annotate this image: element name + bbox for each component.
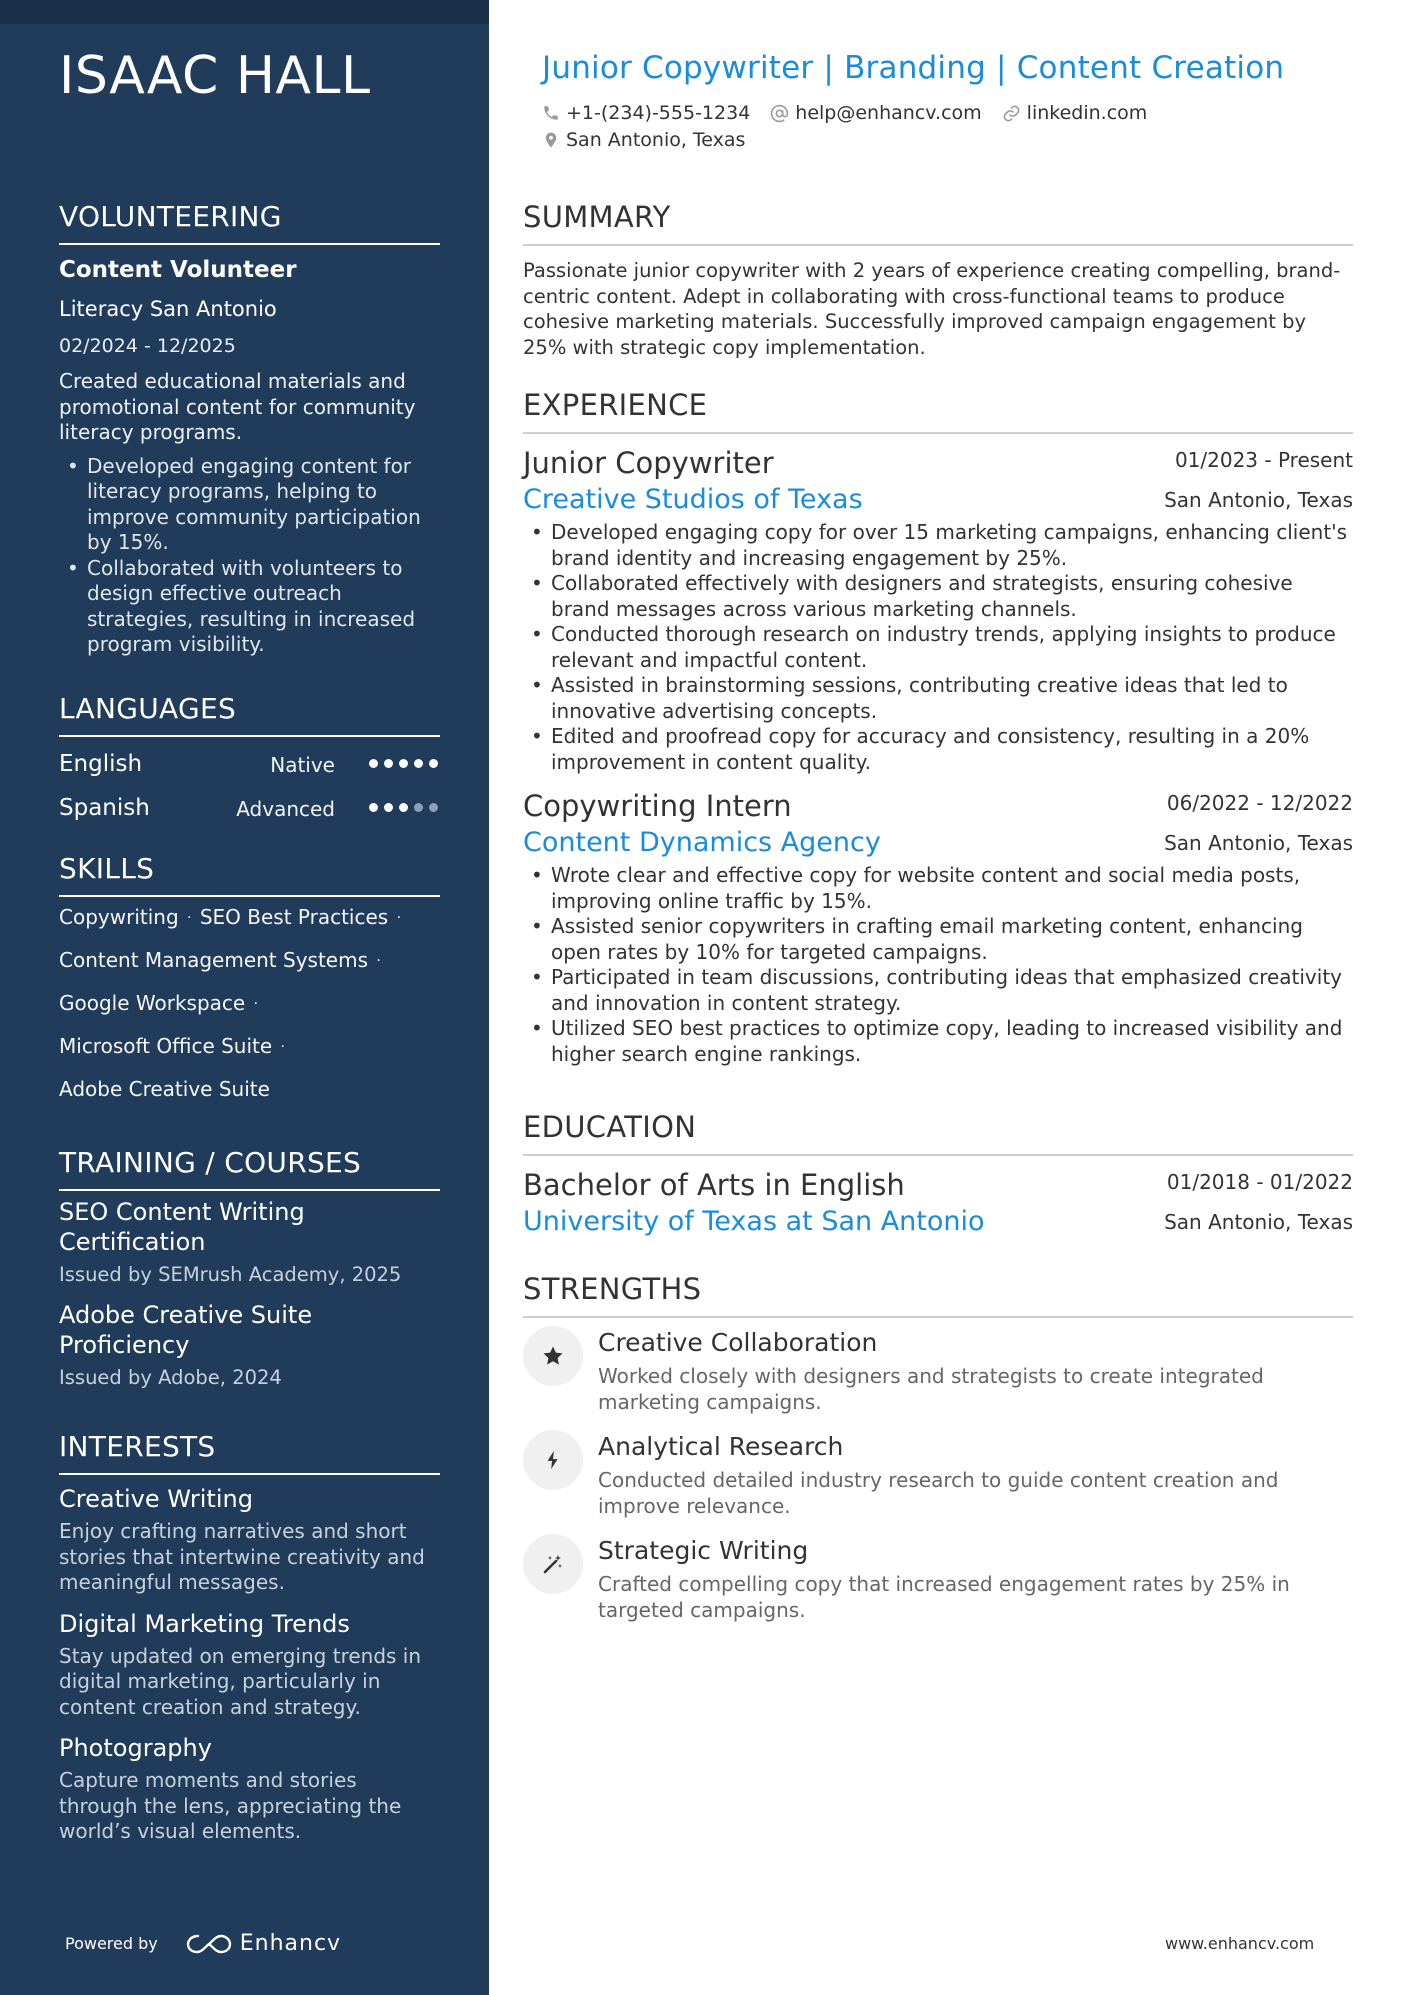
skill-item: Copywriting (59, 905, 179, 929)
degree: Bachelor of Arts in English (523, 1168, 905, 1202)
job-location: San Antonio, Texas (1164, 831, 1353, 855)
job-entry (523, 785, 1353, 1067)
link-icon (1002, 104, 1021, 123)
volunteering-section (59, 200, 440, 658)
job-title: Junior Copywriter (523, 446, 774, 480)
strength-description: Worked closely with designers and strategists to create integrated marketing campaigns. (598, 1364, 1264, 1414)
enhancv-brand[interactable] (186, 1931, 341, 1956)
job-bullets (523, 520, 1353, 775)
location-pin-icon (542, 130, 560, 150)
languages-section (59, 692, 440, 831)
strength-description: Crafted compelling copy that increased engagement rates by 25% in targeted campaigns. (598, 1572, 1290, 1622)
language-name: Spanish (59, 795, 150, 821)
location-text: San Antonio, Texas (566, 129, 746, 151)
interest-title: Digital Marketing Trends (59, 1609, 350, 1638)
contact-linkedin[interactable] (1002, 102, 1148, 124)
language-row-english (59, 743, 440, 787)
job-company: Creative Studios of Texas (523, 484, 863, 515)
contact-location (542, 129, 745, 151)
education-heading: EDUCATION (523, 1110, 1353, 1156)
job-location: San Antonio, Texas (1164, 488, 1353, 512)
rating-dot-filled (429, 759, 438, 768)
email-text: help@enhancv.com (795, 102, 982, 124)
contact-row (542, 127, 1167, 153)
job-dates: 06/2022 - 12/2022 (1166, 791, 1353, 815)
summary-heading: SUMMARY (523, 200, 1353, 246)
volunteer-bullet: • Collaborated with volunteers to design effective outreach strategies, resulting in increased program visibility. (59, 556, 440, 658)
education-section (523, 1110, 1353, 1242)
volunteering-heading: VOLUNTEERING (59, 200, 440, 245)
rating-dot-empty (429, 803, 438, 812)
skills-line (59, 1077, 440, 1102)
rating-dot-filled (369, 803, 378, 812)
education-dates: 01/2018 - 01/2022 (1166, 1170, 1353, 1194)
skills-line (59, 1034, 440, 1060)
language-rating-dots (369, 803, 438, 812)
powered-by-label: Powered by (65, 1934, 158, 1953)
skill-item: Content Management Systems (59, 948, 369, 972)
volunteer-dates: 02/2024 - 12/2025 (59, 335, 236, 357)
skills-line (59, 948, 440, 974)
skills-section (59, 852, 440, 1102)
skill-item: Adobe Creative Suite (59, 1077, 270, 1101)
strengths-heading: STRENGTHS (523, 1272, 1353, 1318)
language-row-spanish (59, 787, 440, 831)
candidate-name: ISAAC HALL (59, 46, 371, 106)
contact-row (542, 100, 1167, 126)
contact-phone[interactable] (542, 102, 750, 124)
volunteer-bullets (59, 454, 440, 658)
interests-heading: INTERESTS (59, 1430, 440, 1475)
strength-title: Creative Collaboration (598, 1328, 878, 1357)
skill-separator: · (396, 910, 402, 926)
interest-title: Photography (59, 1734, 212, 1762)
course-title: SEO Content Writing Certification (59, 1198, 305, 1256)
skill-item: SEO Best Practices (199, 905, 389, 929)
language-level: Advanced (236, 797, 335, 821)
sidebar-top-strip (0, 0, 489, 24)
skills-line (59, 905, 440, 931)
interest-description: Stay updated on emerging trends in digital marketing, particularly in content creation and strategy. (59, 1643, 422, 1719)
strengths-section (523, 1272, 1353, 1630)
job-subheader (523, 482, 1353, 520)
volunteer-description: Created educational materials and promotional content for community literacy programs. (59, 369, 416, 444)
education-entry (523, 1164, 1353, 1242)
skill-item: Microsoft Office Suite (59, 1034, 273, 1058)
job-company: Content Dynamics Agency (523, 827, 881, 858)
star-icon (541, 1344, 565, 1368)
job-bullet: • Conducted thorough research on industry trends, applying insights to produce relevant and impactful content. (523, 622, 1353, 673)
experience-heading: EXPERIENCE (523, 388, 1353, 434)
summary-section (523, 200, 1353, 360)
job-bullet: • Participated in team discussions, contributing ideas that emphasized creativity and innovation in content strategy. (523, 965, 1353, 1016)
school: University of Texas at San Antonio (523, 1206, 985, 1237)
rating-dot-filled (384, 803, 393, 812)
interest-description: Capture moments and stories through the lens, appreciating the world’s visual elements. (59, 1768, 402, 1843)
rating-dot-empty (414, 803, 423, 812)
job-title: Copywriting Intern (523, 789, 792, 823)
job-bullet: • Edited and proofread copy for accuracy and consistency, resulting in a 20% improvement in content quality. (523, 724, 1353, 775)
experience-section (523, 388, 1353, 1067)
volunteer-role: Content Volunteer (59, 257, 297, 283)
strength-item (523, 1318, 1353, 1422)
course-title: Adobe Creative Suite Proficiency (59, 1301, 313, 1359)
job-bullet: • Collaborated effectively with designers and strategists, ensuring cohesive brand messages across various marketing channels. (523, 571, 1353, 622)
rating-dot-filled (399, 759, 408, 768)
training-heading: TRAINING / COURSES (59, 1146, 440, 1191)
strength-item (523, 1422, 1353, 1526)
education-header (523, 1164, 1353, 1204)
job-header (523, 442, 1353, 482)
volunteer-organization: Literacy San Antonio (59, 297, 277, 321)
skill-separator: · (187, 910, 192, 926)
strength-icon-circle (523, 1430, 583, 1490)
summary-text: Passionate junior copywriter with 2 years of experience creating compelling, brand-centric content. Adept in collaborating with cross-functional teams to produce cohesive marketing materials. Successfully improved campaign engagement by 25% with strategic copy implementation. (523, 259, 1341, 359)
education-location: San Antonio, Texas (1164, 1210, 1353, 1234)
job-header (523, 785, 1353, 825)
strength-item (523, 1526, 1353, 1630)
at-sign-icon (770, 104, 789, 123)
lightning-icon (542, 1448, 564, 1472)
strength-icon-circle (523, 1534, 583, 1594)
languages-heading: LANGUAGES (59, 692, 440, 737)
education-subheader (523, 1204, 1353, 1242)
language-level: Native (270, 753, 335, 777)
skill-separator: · (376, 953, 381, 969)
job-entry (523, 442, 1353, 775)
strength-title: Analytical Research (598, 1432, 844, 1461)
course-issuer: Issued by Adobe, 2024 (59, 1366, 282, 1389)
skill-separator: · (280, 1039, 285, 1055)
website-link[interactable]: www.enhancv.com (1165, 1934, 1315, 1953)
brand-name: Enhancv (239, 1931, 342, 1956)
training-section (59, 1146, 440, 1389)
job-dates: 01/2023 - Present (1174, 448, 1353, 472)
powered-by-footer (65, 1931, 341, 1956)
linkedin-text: linkedin.com (1026, 102, 1148, 124)
language-rating-dots (369, 759, 438, 768)
job-bullets (523, 863, 1353, 1067)
job-bullet: • Developed engaging copy for over 15 marketing campaigns, enhancing client's brand identity and increasing engagement by 25%. (523, 520, 1353, 571)
interests-section (59, 1430, 440, 1845)
phone-text: +1-(234)-555-1234 (566, 102, 751, 124)
job-bullet: • Assisted in brainstorming sessions, contributing creative ideas that led to innovative advertising concepts. (523, 673, 1353, 724)
job-subheader (523, 825, 1353, 863)
contact-email[interactable] (770, 102, 981, 124)
enhancv-logo-icon (186, 1932, 232, 1956)
skills-heading: SKILLS (59, 852, 440, 897)
rating-dot-filled (414, 759, 423, 768)
interest-title: Creative Writing (59, 1485, 253, 1513)
sidebar (0, 0, 489, 1995)
language-name: English (59, 751, 143, 777)
phone-icon (542, 104, 560, 122)
strength-title: Strategic Writing (598, 1536, 809, 1565)
skills-line (59, 991, 440, 1017)
magic-wand-icon (541, 1552, 565, 1576)
rating-dot-filled (369, 759, 378, 768)
rating-dot-filled (399, 803, 408, 812)
skill-item: Google Workspace (59, 991, 246, 1015)
interest-description: Enjoy crafting narratives and short stories that intertwine creativity and meaningful messages. (59, 1519, 425, 1594)
skill-separator: · (253, 996, 259, 1012)
contact-info (542, 100, 1167, 154)
course-issuer: Issued by SEMrush Academy, 2025 (59, 1263, 402, 1286)
strength-description: Conducted detailed industry research to guide content creation and improve relevance. (598, 1468, 1279, 1518)
job-bullet: • Assisted senior copywriters in crafting email marketing content, enhancing open rates by 10% for targeted campaigns. (523, 914, 1353, 965)
rating-dot-filled (384, 759, 393, 768)
job-bullet: • Utilized SEO best practices to optimize copy, leading to increased visibility and higher search engine rankings. (523, 1016, 1353, 1067)
strength-icon-circle (523, 1326, 583, 1386)
job-bullet: • Wrote clear and effective copy for website content and social media posts, improving online traffic by 15%. (523, 863, 1353, 914)
volunteer-bullet: • Developed engaging content for literacy programs, helping to improve community participation by 15%. (59, 454, 440, 556)
headline: Junior Copywriter | Branding | Content Creation (542, 50, 1285, 86)
